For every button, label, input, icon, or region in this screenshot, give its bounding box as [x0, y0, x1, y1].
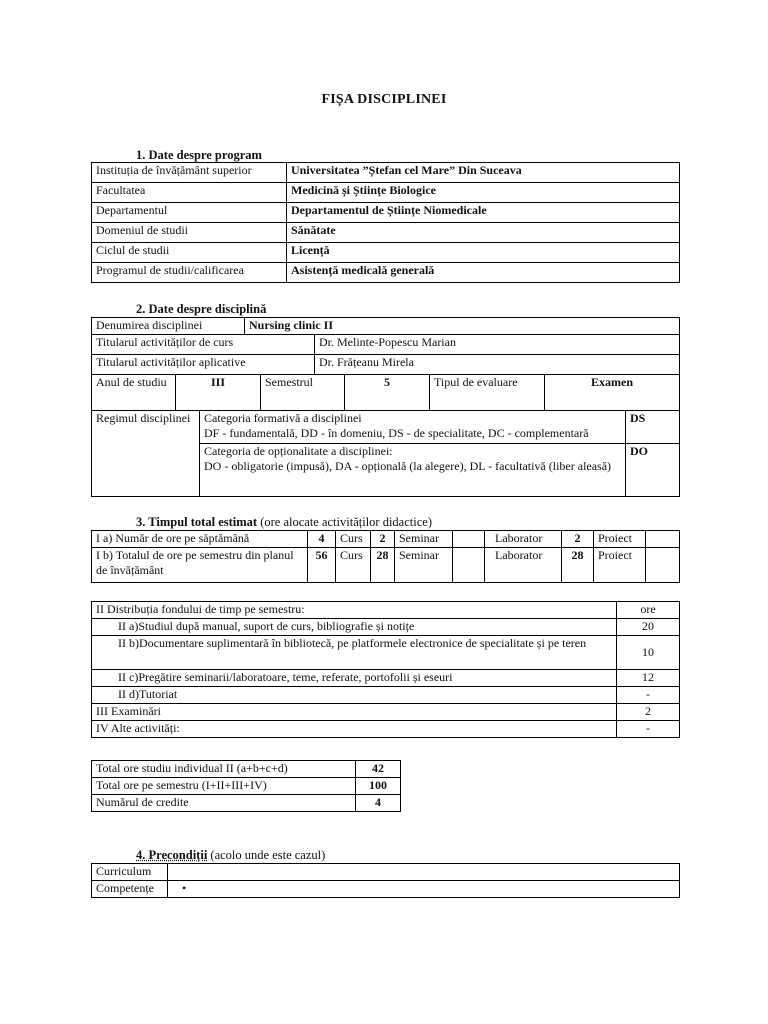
- formative-value: DS: [626, 411, 680, 444]
- time-table: [91, 530, 680, 583]
- section-4-heading: 4. Precondiții (acolo unde este cazul): [136, 848, 326, 862]
- seminar-label: Seminar: [395, 548, 453, 583]
- optional-description: DO - obligatorie (impusă), DA - opțională (la alegere), DL - facultativă (liber aleasă): [204, 459, 612, 473]
- curriculum-value: [168, 864, 680, 881]
- applied-holder-value: Dr. Frățeanu Mirela: [315, 355, 680, 375]
- distribution-unit: ore: [617, 602, 680, 619]
- applied-holder-label: Titularul activităților aplicative: [92, 355, 315, 375]
- section-3-heading: 3. Timpul total estimat (ore alocate activităților didactice): [136, 515, 432, 529]
- page-title: FIȘA DISCIPLINEI: [321, 92, 447, 107]
- optional-category: [200, 444, 626, 497]
- program-value: Medicină și Științe Biologice: [287, 183, 680, 203]
- formative-description: DF - fundamentală, DD - în domeniu, DS - de specialitate, DC - complementară: [204, 426, 589, 440]
- totals-label: Numărul de credite: [92, 795, 356, 812]
- totals-label: Total ore studiu individual II (a+b+c+d): [92, 761, 356, 778]
- semester-value: 5: [345, 375, 430, 411]
- program-value: Departamentul de Științe Niomedicale: [287, 203, 680, 223]
- totals-value: 42: [356, 761, 401, 778]
- preconditions-table: [91, 863, 680, 898]
- curs-label: Curs: [336, 531, 371, 548]
- formative-category: [200, 411, 626, 444]
- program-label: Departamentul: [92, 203, 287, 223]
- curs-label: Curs: [336, 548, 371, 583]
- program-value: Licență: [287, 243, 680, 263]
- seminar-value: [453, 548, 485, 583]
- distribution-header: II Distribuția fondului de timp pe semestru:: [92, 602, 617, 619]
- lab-label: Laborator: [485, 531, 562, 548]
- distribution-value: 20: [617, 619, 680, 636]
- project-value: [646, 548, 680, 583]
- semester-label: Semestrul: [261, 375, 345, 411]
- seminar-value: [453, 531, 485, 548]
- program-label: Ciclul de studii: [92, 243, 287, 263]
- other-activities-label: IV Alte activități:: [92, 721, 617, 738]
- discipline-name-label: Denumirea disciplinei: [92, 318, 245, 335]
- program-value: Universitatea ”Ștefan cel Mare” Din Suceava: [287, 163, 680, 183]
- lab-value: 2: [562, 531, 594, 548]
- competences-value: •: [168, 881, 680, 898]
- optional-value: DO: [626, 444, 680, 497]
- totals-value: 4: [356, 795, 401, 812]
- exam-label: III Examinări: [92, 704, 617, 721]
- formative-title: Categoria formativă a disciplinei: [204, 411, 362, 425]
- seminar-label: Seminar: [395, 531, 453, 548]
- optional-title: Categoria de opționalitate a disciplinei:: [204, 444, 393, 458]
- evaluation-label: Tipul de evaluare: [430, 375, 545, 411]
- regime-table: [91, 410, 680, 497]
- program-label: Domeniul de studii: [92, 223, 287, 243]
- year-semester-table: [91, 374, 680, 411]
- totals-table: [91, 760, 401, 812]
- program-label: Programul de studii/calificarea: [92, 263, 287, 283]
- distribution-item: II d)Tutoriat: [92, 687, 617, 704]
- curs-value: 28: [371, 548, 395, 583]
- distribution-value: -: [617, 687, 680, 704]
- project-label: Proiect: [594, 548, 646, 583]
- weekly-total: 4: [308, 531, 336, 548]
- program-value: Sănătate: [287, 223, 680, 243]
- program-label: Instituția de învățământ superior: [92, 163, 287, 183]
- regime-label: Regimul disciplinei: [92, 411, 200, 497]
- holders-table: [91, 334, 680, 375]
- section-2-heading: 2. Date despre disciplină: [136, 302, 267, 316]
- weekly-hours-label: I a) Număr de ore pe săptămână: [92, 531, 308, 548]
- distribution-item: II b)Documentare suplimentară în bibliotecă, pe platformele electronice de specialitate și pe teren: [92, 636, 617, 670]
- distribution-item: II a)Studiul după manual, suport de curs, bibliografie și notițe: [92, 619, 617, 636]
- competences-label: Competențe: [92, 881, 168, 898]
- evaluation-value: Examen: [545, 375, 680, 411]
- lab-label: Laborator: [485, 548, 562, 583]
- other-activities-value: -: [617, 721, 680, 738]
- course-holder-label: Titularul activităților de curs: [92, 335, 315, 355]
- course-holder-value: Dr. Melinte-Popescu Marian: [315, 335, 680, 355]
- discipline-name-value: Nursing clinic II: [245, 318, 680, 335]
- semester-hours-label: I b) Totalul de ore pe semestru din planul de învățământ: [92, 548, 308, 583]
- project-label: Proiect: [594, 531, 646, 548]
- exam-value: 2: [617, 704, 680, 721]
- totals-value: 100: [356, 778, 401, 795]
- year-value: III: [176, 375, 261, 411]
- distribution-value: 12: [617, 670, 680, 687]
- discipline-name-table: [91, 317, 680, 335]
- distribution-item: II c)Pregătire seminarii/laboratoare, teme, referate, portofolii și eseuri: [92, 670, 617, 687]
- year-label: Anul de studiu: [92, 375, 176, 411]
- totals-label: Total ore pe semestru (I+II+III+IV): [92, 778, 356, 795]
- program-label: Facultatea: [92, 183, 287, 203]
- program-value: Asistență medicală generală: [287, 263, 680, 283]
- semester-total: 56: [308, 548, 336, 583]
- distribution-value: 10: [617, 636, 680, 670]
- section-1-heading: 1. Date despre program: [136, 148, 262, 162]
- program-table: [91, 162, 680, 283]
- distribution-table: [91, 601, 680, 738]
- project-value: [646, 531, 680, 548]
- curriculum-label: Curriculum: [92, 864, 168, 881]
- lab-value: 28: [562, 548, 594, 583]
- curs-value: 2: [371, 531, 395, 548]
